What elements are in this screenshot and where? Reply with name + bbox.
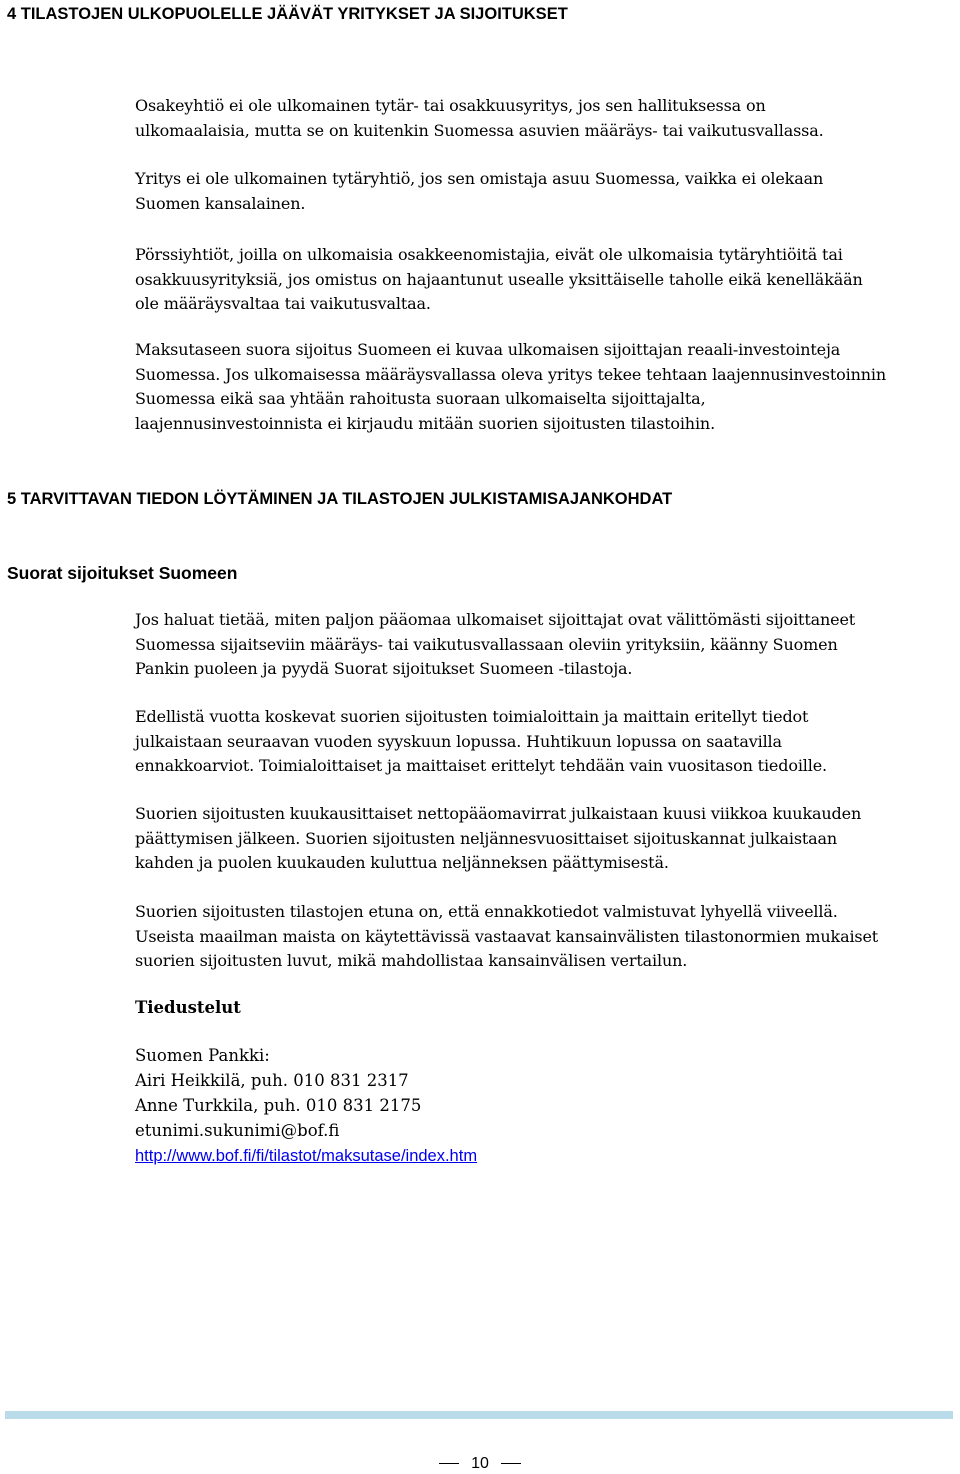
text-line: Yritys ei ole ulkomainen tytäryhtiö, jos sen omistaja asuu Suomessa, vaikka ei olekaan — [135, 169, 824, 188]
text-line: päättymisen jälkeen. Suorien sijoitusten neljännesvuosittaiset sijoituskannat julkaistaan — [135, 828, 838, 848]
text-line: Pörssiyhtiöt, joilla on ulkomaisia osakkeenomistajia, eivät ole ulkomaisia tytäryhtiöitä tai — [135, 245, 843, 264]
contact-org: Suomen Pankki: — [135, 1046, 270, 1065]
paragraph-owner-resident — [135, 167, 950, 216]
text-line: Suomessa eikä saa yhtään rahoitusta suoraan ulkomaiselta sijoittajalta, — [135, 389, 706, 408]
text-line: julkaistaan seuraavan vuoden syyskuun lopussa. Huhtikuun lopussa on saatavilla — [135, 731, 782, 751]
page-number-value: 10 — [471, 1455, 489, 1472]
text-line: Suomessa sijaitseviin määräys- tai vaikutusvallassaan oleviin yrityksiin, käänny Suomen — [135, 634, 838, 654]
contact-email: etunimi.sukunimi@bof.fi — [135, 1121, 340, 1140]
text-line: kahden ja puolen kuukauden kuluttua neljänneksen päättymisestä. — [135, 853, 669, 872]
inquiries-label: Tiedustelut — [135, 998, 241, 1017]
text-line: Edellistä vuotta koskevat suorien sijoitusten toimialoittain ja maittain eritellyt tiedot — [135, 707, 809, 726]
footer-bar — [5, 1411, 953, 1419]
paragraph-contact-bank — [135, 608, 950, 682]
paragraph-real-investment — [135, 338, 950, 436]
statistics-link[interactable]: http://www.bof.fi/fi/tilastot/maksutase/index.htm — [135, 1147, 478, 1165]
contact-person: Airi Heikkilä, puh. 010 831 2317 — [135, 1071, 409, 1090]
paragraph-listed-companies — [135, 243, 950, 317]
paragraph-foreign-board — [135, 94, 950, 143]
text-line: Suomessa. Jos ulkomaisessa määräysvallassa oleva yritys tekee tehtaan laajennusinvestoinnin — [135, 364, 887, 384]
dash-right — [501, 1463, 521, 1464]
text-line: Useista maailman maista on käytettävissä vastaavat kansainvälisten tilastonormien mukaiset — [135, 926, 879, 946]
contact-block — [135, 1043, 477, 1169]
section-5-heading: 5 TARVITTAVAN TIEDON LÖYTÄMINEN JA TILASTOJEN JULKISTAMISAJANKOHDAT — [7, 490, 673, 508]
paragraph-advantages — [135, 900, 950, 974]
text-line: Maksutaseen suora sijoitus Suomeen ei kuvaa ulkomaisen sijoittajan reaali-investointeja — [135, 340, 841, 359]
contact-person: Anne Turkkila, puh. 010 831 2175 — [135, 1096, 422, 1115]
text-line: suorien sijoitusten luvut, mikä mahdollistaa kansainvälisen vertailun. — [135, 951, 688, 970]
text-line: ole määräysvaltaa tai vaikutusvaltaa. — [135, 294, 431, 313]
paragraph-monthly-flows — [135, 802, 950, 876]
dash-left — [439, 1463, 459, 1464]
page-number — [0, 1454, 960, 1474]
text-line: ulkomaalaisia, mutta se on kuitenkin Suomessa asuvien määräys- tai vaikutusvallassa. — [135, 120, 824, 140]
text-line: Osakeyhtiö ei ole ulkomainen tytär- tai osakkuusyritys, jos sen hallituksessa on — [135, 96, 766, 115]
text-line: osakkuusyrityksiä, jos omistus on hajaantunut usealle yksittäiselle taholle eikä kenelläkään — [135, 269, 863, 289]
text-line: laajennusinvestoinnista ei kirjaudu mitään suorien sijoitusten tilastoihin. — [135, 413, 716, 433]
text-line: Suorien sijoitusten tilastojen etuna on, että ennakkotiedot valmistuvat lyhyellä viiveellä. — [135, 902, 838, 921]
subheading-direct-investment: Suorat sijoitukset Suomeen — [7, 563, 238, 583]
text-line: ennakkoarviot. Toimialoittaiset ja maittaiset erittelyt tehdään vain vuositason tiedoille. — [135, 756, 827, 775]
text-line: Suorien sijoitusten kuukausittaiset nettopääomavirrat julkaistaan kuusi viikkoa kuukauden — [135, 804, 862, 823]
section-4-heading: 4 TILASTOJEN ULKOPUOLELLE JÄÄVÄT YRITYKSET JA SIJOITUKSET — [7, 5, 568, 23]
text-line: Jos haluat tietää, miten paljon pääomaa ulkomaiset sijoittajat ovat välittömästi sijoittaneet — [135, 610, 856, 629]
text-line: Pankin puoleen ja pyydä Suorat sijoitukset Suomeen -tilastoja. — [135, 659, 633, 678]
paragraph-publication-schedule — [135, 705, 950, 779]
text-line: Suomen kansalainen. — [135, 193, 306, 213]
